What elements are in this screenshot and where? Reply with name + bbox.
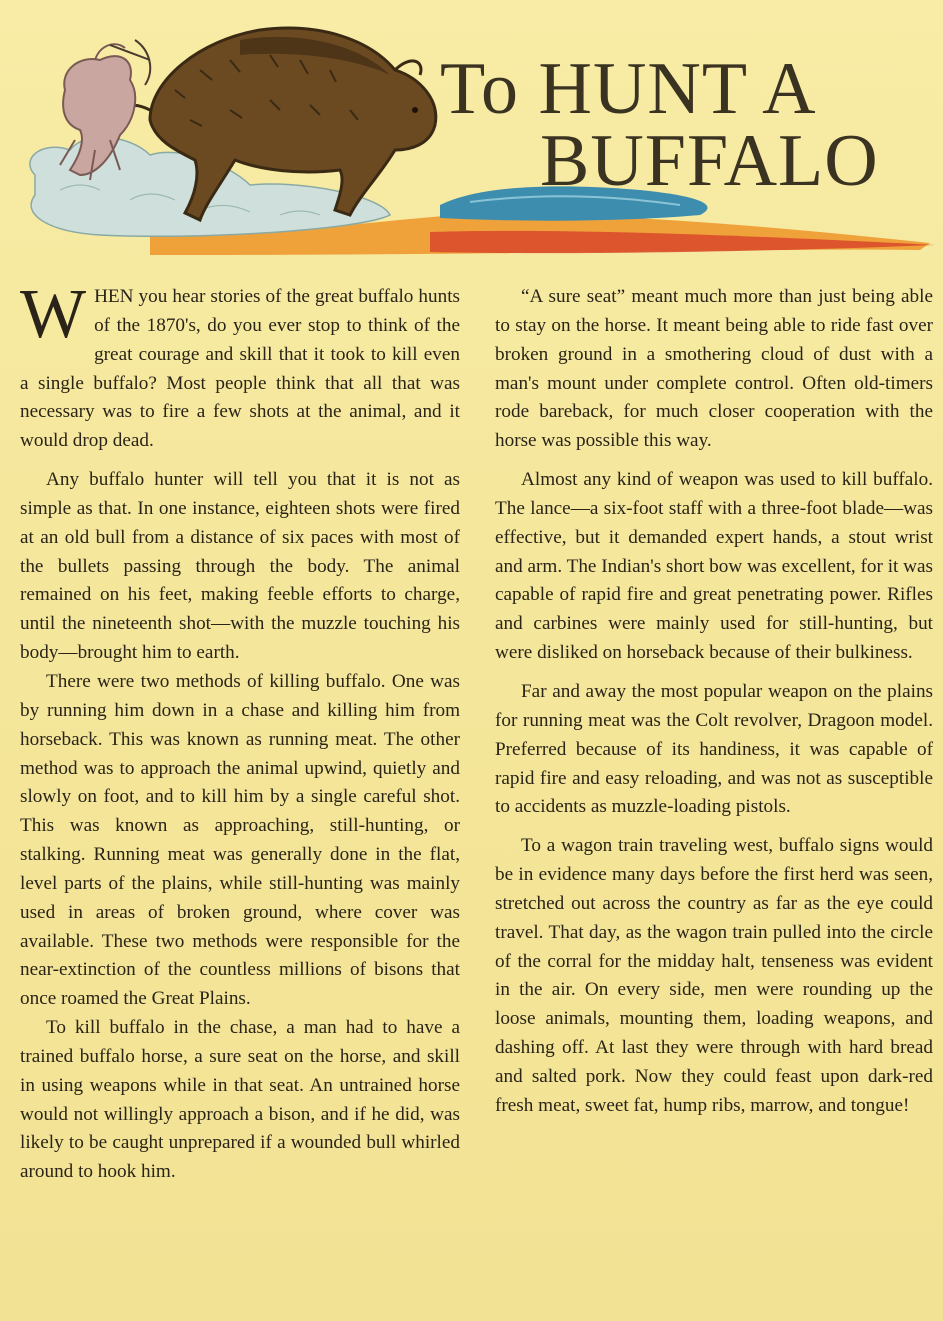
paragraph-4: To kill buffalo in the chase, a man had to have a trained buffalo horse, a sure seat on the horse, and skill in using weapons while in that seat. An untrained horse would not willingly approach a bison, and if he did, was likely to be caught unprepared if a wounded bull whirled around to hook him. bbox=[20, 1017, 460, 1183]
paragraph-8: To a wagon train traveling west, buffalo signs would be in evidence many days before the first herd was seen, stretched out across the country as far as the eye could travel. That day, as the wagon train pulled into the circle of the corral for the midday halt, tenseness was evident in the air. On every side, men were rounding up the loose animals, mounting them, loading weapons, and dashing off. At last they were through with hard bread and salted pork. Now they could feast upon dark-red fresh meat, sweet fat, hump ribs, marrow, and tongue! bbox=[495, 835, 933, 1116]
paragraph-1-text: HEN you hear stories of the great buffalo hunts of the 1870's, do you ever stop to think of the great courage and skill that it took to kill even a single buffalo? Most people think that all that was necessary was to fire a few shots at the animal, and it would drop dead. bbox=[20, 286, 460, 452]
paragraph-5: “A sure seat” meant much more than just being able to stay on the horse. It meant being able to ride fast over broken ground in a smothering cloud of dust with a man's mount under complete control. Often old-timers rode bareback, for much closer cooperation with the horse was possible this way. bbox=[495, 286, 933, 452]
ground-red-strip bbox=[430, 231, 935, 253]
paragraph-2: Any buffalo hunter will tell you that it is not as simple as that. In one instance, eighteen shots were fired at an old bull from a distance of six paces with most of the bullets passing through the body. The animal remained on his feet, making feeble efforts to charge, until the nineteenth shot—with the muzzle touching his body—brought him to earth. bbox=[20, 469, 460, 664]
right-column bbox=[495, 283, 933, 1121]
drop-cap: W bbox=[20, 276, 87, 353]
paragraph-1 bbox=[20, 276, 460, 456]
paragraph-6: Almost any kind of weapon was used to kill buffalo. The lance—a six-foot staff with a three-foot blade—was effective, but it demanded expert hands, a stout wrist and arm. The Indian's short bow was excellent, for it was capable of rapid fire and great penetrating power. Rifles and carbines were mainly used for still-hunting, but were disliked on horseback because of their bulkiness. bbox=[495, 469, 933, 664]
paragraph-3: There were two methods of killing buffalo. One was by running him down in a chase and killing him from horseback. This was known as running meat. The other method was to approach the animal upwind, quietly and slowly on foot, and to kill him by a single careful shot. This was known as approaching, still-hunting, or stalking. Running meat was generally done in the flat, level parts of the plains, while still-hunting was mainly used in areas of broken ground, where cover was available. These two methods were responsible for the near-extinction of the countless millions of bisons that once roamed the Great Plains. bbox=[20, 670, 460, 1010]
title-line-2: BUFFALO bbox=[540, 120, 879, 202]
title-line-1: To HUNT A bbox=[440, 48, 817, 130]
left-column bbox=[20, 276, 460, 1187]
paragraph-7: Far and away the most popular weapon on the plains for running meat was the Colt revolver, Dragoon model. Preferred because of its handiness, it was capable of rapid fire and easy reloading, and was not as susceptible to accidents as muzzle-loading pistols. bbox=[495, 680, 933, 818]
